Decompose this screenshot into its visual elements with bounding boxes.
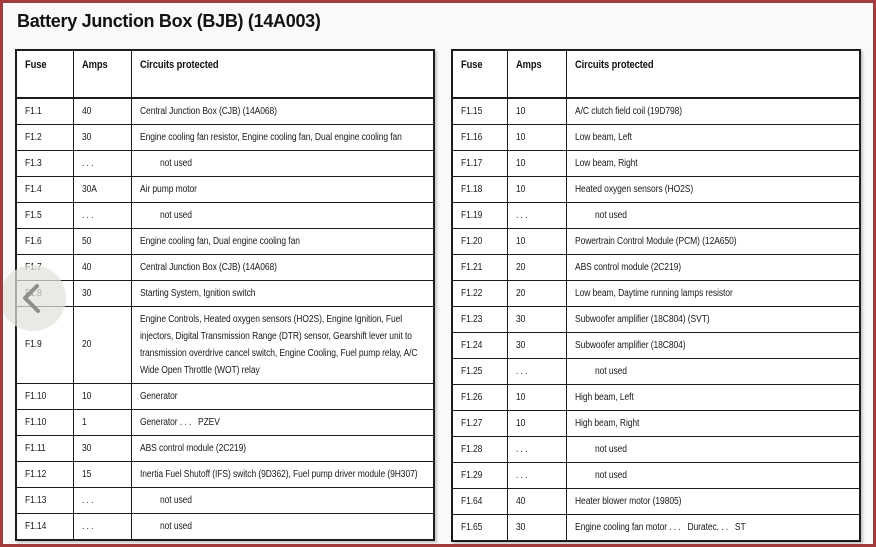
table-row [452, 203, 860, 229]
circuits-cell [566, 229, 860, 255]
circuits-cell [566, 203, 860, 229]
cell-text: 20 [515, 261, 525, 273]
cell-text: . . . [81, 520, 93, 532]
cell-text: Air pump motor [139, 183, 197, 195]
cell-text: Engine cooling fan, Dual engine cooling fan [139, 235, 300, 247]
circuits-cell [566, 385, 860, 411]
cell-text: . . . [81, 209, 93, 221]
cell-text: F1.11 [25, 442, 46, 454]
amps-cell [507, 437, 566, 463]
circuits-cell [566, 307, 860, 333]
circuits-cell [131, 151, 434, 177]
cell-text: Heater blower motor (19805) [574, 495, 681, 507]
cell-text: High beam, Right [574, 417, 639, 429]
fuse-cell [452, 98, 507, 125]
amps-cell [507, 229, 566, 255]
cell-text: F1.24 [461, 339, 483, 351]
fuse-cell [452, 281, 507, 307]
table-row [16, 410, 434, 436]
cell-text: F1.28 [461, 443, 483, 455]
fuse-cell [452, 307, 507, 333]
column-header [131, 50, 434, 98]
circuits-cell [131, 281, 434, 307]
amps-cell [73, 229, 131, 255]
circuits-cell [566, 177, 860, 203]
cell-text: . . . [515, 443, 527, 455]
cell-text: 30 [515, 339, 525, 351]
cell-text: . . . [515, 209, 527, 221]
fuse-cell [16, 488, 73, 514]
table-row [16, 177, 434, 203]
cell-text: 40 [81, 261, 91, 273]
cell-text: 10 [515, 105, 525, 117]
cell-text: Engine cooling fan resistor, Engine cooling fan, Dual engine cooling fan [139, 131, 402, 143]
cell-text: F1.4 [25, 183, 42, 195]
circuits-cell [566, 437, 860, 463]
cell-text: Fuse [461, 59, 483, 71]
amps-cell [507, 255, 566, 281]
cell-text: A/C clutch field coil (19D798) [574, 105, 682, 117]
table-row [16, 98, 434, 125]
cell-text: . . . [515, 469, 527, 481]
table-row [452, 359, 860, 385]
table-row [452, 98, 860, 125]
table-row [16, 203, 434, 229]
table-row [452, 437, 860, 463]
cell-text: Engine cooling fan motor . . . Duratec. . . ST [574, 521, 746, 533]
cell-text: F1.6 [25, 235, 42, 247]
previous-page-button[interactable] [0, 265, 66, 331]
table-row [452, 177, 860, 203]
amps-cell [73, 384, 131, 410]
cell-text: F1.15 [461, 105, 483, 117]
cell-text: High beam, Left [574, 391, 634, 403]
table-row [16, 514, 434, 541]
amps-cell [73, 203, 131, 229]
cell-text: F1.3 [25, 157, 42, 169]
cell-text: Powertrain Control Module (PCM) (12A650) [574, 235, 736, 247]
fuse-cell [452, 515, 507, 542]
cell-text: F1.64 [461, 495, 483, 507]
cell-text: F1.1 [25, 105, 42, 117]
circuits-cell [566, 411, 860, 437]
cell-text: F1.20 [461, 235, 483, 247]
cell-text: F1.25 [461, 365, 483, 377]
amps-cell [73, 281, 131, 307]
circuits-cell [131, 229, 434, 255]
cell-text: F1.18 [461, 183, 483, 195]
cell-text: F1.19 [461, 209, 483, 221]
amps-cell [507, 125, 566, 151]
cell-text: Generator . . . PZEV [139, 416, 220, 428]
cell-text: 30 [515, 521, 525, 533]
cell-text: F1.9 [25, 339, 42, 350]
chevron-left-icon [13, 278, 53, 318]
fuse-table-left [15, 49, 435, 541]
amps-cell [73, 177, 131, 203]
cell-text: . . . [81, 494, 93, 506]
cell-text: F1.23 [461, 313, 483, 325]
amps-cell [73, 462, 131, 488]
column-header [452, 50, 507, 98]
cell-text: F1.10 [25, 390, 47, 402]
cell-text: Low beam, Right [574, 157, 638, 169]
amps-cell [507, 333, 566, 359]
fuse-cell [16, 229, 73, 255]
circuits-cell [566, 515, 860, 542]
table-row [16, 436, 434, 462]
cell-text: F1.2 [25, 131, 42, 143]
cell-text: 40 [515, 495, 525, 507]
cell-text: F1.29 [461, 469, 483, 481]
cell-text: Circuits protected [139, 59, 218, 71]
cell-text: F1.22 [461, 287, 483, 299]
circuits-cell [131, 514, 434, 541]
cell-text: Central Junction Box (CJB) (14A068) [139, 261, 277, 273]
cell-text: F1.13 [25, 494, 47, 506]
cell-text: 10 [515, 157, 525, 169]
fuse-cell [16, 384, 73, 410]
amps-cell [73, 98, 131, 125]
amps-cell [507, 359, 566, 385]
cell-text: not used [159, 520, 192, 532]
amps-cell [507, 463, 566, 489]
cell-text: Low beam, Daytime running lamps resistor [574, 287, 733, 299]
circuits-cell [566, 255, 860, 281]
column-header [507, 50, 566, 98]
cell-text: Heated oxygen sensors (HO2S) [574, 183, 693, 195]
fuse-cell [16, 98, 73, 125]
cell-text: ABS control module (2C219) [574, 261, 681, 273]
cell-text: F1.65 [461, 521, 483, 533]
cell-text: 30 [81, 131, 91, 143]
circuits-cell [566, 98, 860, 125]
cell-text: F1.21 [461, 261, 483, 273]
cell-text: 10 [515, 235, 525, 247]
cell-text: 50 [81, 235, 91, 247]
fuse-cell [16, 177, 73, 203]
table-row [452, 515, 860, 542]
fuse-cell [452, 203, 507, 229]
fuse-cell [452, 411, 507, 437]
fuse-cell [452, 125, 507, 151]
circuits-cell [566, 359, 860, 385]
column-header [566, 50, 860, 98]
fuse-cell [16, 436, 73, 462]
circuits-cell [131, 98, 434, 125]
amps-cell [507, 489, 566, 515]
cell-text: 30 [81, 442, 91, 454]
cell-text: 20 [515, 287, 525, 299]
cell-text: Circuits protected [574, 59, 653, 71]
amps-cell [73, 307, 131, 384]
circuits-cell [131, 177, 434, 203]
cell-text: F1.26 [461, 391, 483, 403]
cell-text: ABS control module (2C219) [139, 442, 246, 454]
table-row [16, 125, 434, 151]
column-header [73, 50, 131, 98]
fuse-cell [16, 125, 73, 151]
circuits-cell [131, 203, 434, 229]
amps-cell [507, 307, 566, 333]
fuse-cell [16, 151, 73, 177]
cell-text: Amps [515, 59, 542, 71]
cell-text: 15 [81, 468, 91, 480]
table-row [452, 151, 860, 177]
fuse-cell [452, 151, 507, 177]
amps-cell [507, 98, 566, 125]
fuse-cell [452, 437, 507, 463]
cell-text: Subwoofer amplifier (18C804) (SVT) [574, 313, 710, 325]
cell-text: not used [159, 494, 192, 506]
cell-text: not used [594, 469, 627, 481]
table-row [452, 229, 860, 255]
amps-cell [73, 125, 131, 151]
cell-text: Low beam, Left [574, 131, 632, 143]
cell-text: not used [594, 365, 627, 377]
cell-text: . . . [515, 365, 527, 377]
cell-text: Central Junction Box (CJB) (14A068) [139, 105, 277, 117]
circuits-cell [131, 125, 434, 151]
circuits-cell [131, 436, 434, 462]
cell-text: 1 [81, 416, 87, 428]
table-row [16, 307, 434, 384]
cell-text: F1.27 [461, 417, 483, 429]
fuse-cell [452, 255, 507, 281]
fuse-cell [452, 359, 507, 385]
circuits-cell [131, 384, 434, 410]
circuits-cell [566, 463, 860, 489]
circuits-cell [131, 410, 434, 436]
cell-text: F1.5 [25, 209, 42, 221]
cell-text: Starting System, Ignition switch [139, 287, 255, 299]
cell-text: 10 [515, 417, 525, 429]
circuits-cell [566, 489, 860, 515]
amps-cell [507, 203, 566, 229]
fuse-cell [16, 514, 73, 541]
table-row [16, 151, 434, 177]
circuits-cell [566, 151, 860, 177]
table-row [16, 488, 434, 514]
cell-text: 30 [81, 287, 91, 299]
circuits-cell [131, 307, 434, 384]
cell-text: . . . [81, 157, 93, 169]
cell-text: Inertia Fuel Shutoff (IFS) switch (9D362), Fuel pump driver module (9H307) [139, 468, 417, 480]
amps-cell [507, 177, 566, 203]
cell-text: F1.10 [25, 416, 47, 428]
table-row [16, 255, 434, 281]
circuits-cell [566, 333, 860, 359]
table-header-row [452, 50, 860, 98]
cell-text: F1.17 [461, 157, 483, 169]
table-header-row [16, 50, 434, 98]
fuse-cell [16, 410, 73, 436]
column-header [16, 50, 73, 98]
cell-text: not used [159, 209, 192, 221]
cell-text: 10 [515, 131, 525, 143]
cell-text: Amps [81, 59, 108, 71]
cell-text: F1.16 [461, 131, 483, 143]
fuse-cell [16, 462, 73, 488]
amps-cell [507, 411, 566, 437]
cell-text: Generator [139, 390, 178, 402]
amps-cell [507, 515, 566, 542]
circuits-cell [566, 125, 860, 151]
circuits-cell [131, 462, 434, 488]
amps-cell [73, 410, 131, 436]
amps-cell [73, 488, 131, 514]
fuse-cell [452, 385, 507, 411]
amps-cell [507, 385, 566, 411]
amps-cell [73, 151, 131, 177]
amps-cell [507, 151, 566, 177]
fuse-cell [16, 203, 73, 229]
cell-text: Fuse [25, 59, 47, 71]
table-row [452, 489, 860, 515]
cell-text: 10 [81, 390, 91, 402]
cell-text: F1.14 [25, 520, 47, 532]
fuse-cell [452, 229, 507, 255]
table-row [452, 385, 860, 411]
cell-text: 30A [81, 183, 97, 195]
cell-text: Engine Controls, Heated oxygen sensors (HO2S), Engine Ignition, Fuel injectors, Digital Transmission Range (DTR) sensor, Gearshift lever unit to transmission overdrive cancel switch, Engine Cooling, Fuel pump relay, A/C Wide Open Throttle (WOT) relay [139, 314, 417, 376]
fuse-cell [452, 489, 507, 515]
amps-cell [73, 436, 131, 462]
fuse-cell [452, 333, 507, 359]
table-row [16, 229, 434, 255]
table-row [452, 333, 860, 359]
table-row [16, 281, 434, 307]
cell-text: 20 [81, 339, 91, 350]
fuse-cell [452, 463, 507, 489]
fuse-table-right [451, 49, 861, 542]
table-row [452, 463, 860, 489]
cell-text: 30 [515, 313, 525, 325]
table-row [16, 384, 434, 410]
page-title: Battery Junction Box (BJB) (14A003) [17, 11, 321, 31]
table-row [452, 281, 860, 307]
fuse-cell [452, 177, 507, 203]
amps-cell [73, 514, 131, 541]
circuits-cell [131, 255, 434, 281]
cell-text: 10 [515, 183, 525, 195]
amps-cell [73, 255, 131, 281]
table-row [16, 462, 434, 488]
circuits-cell [131, 488, 434, 514]
table-row [452, 255, 860, 281]
cell-text: 40 [81, 105, 91, 117]
cell-text: not used [159, 157, 192, 169]
table-row [452, 411, 860, 437]
cell-text: not used [594, 209, 627, 221]
cell-text: not used [594, 443, 627, 455]
cell-text: Subwoofer amplifier (18C804) [574, 339, 686, 351]
amps-cell [507, 281, 566, 307]
table-row [452, 125, 860, 151]
table-row [452, 307, 860, 333]
cell-text: F1.12 [25, 468, 47, 480]
circuits-cell [566, 281, 860, 307]
cell-text: 10 [515, 391, 525, 403]
